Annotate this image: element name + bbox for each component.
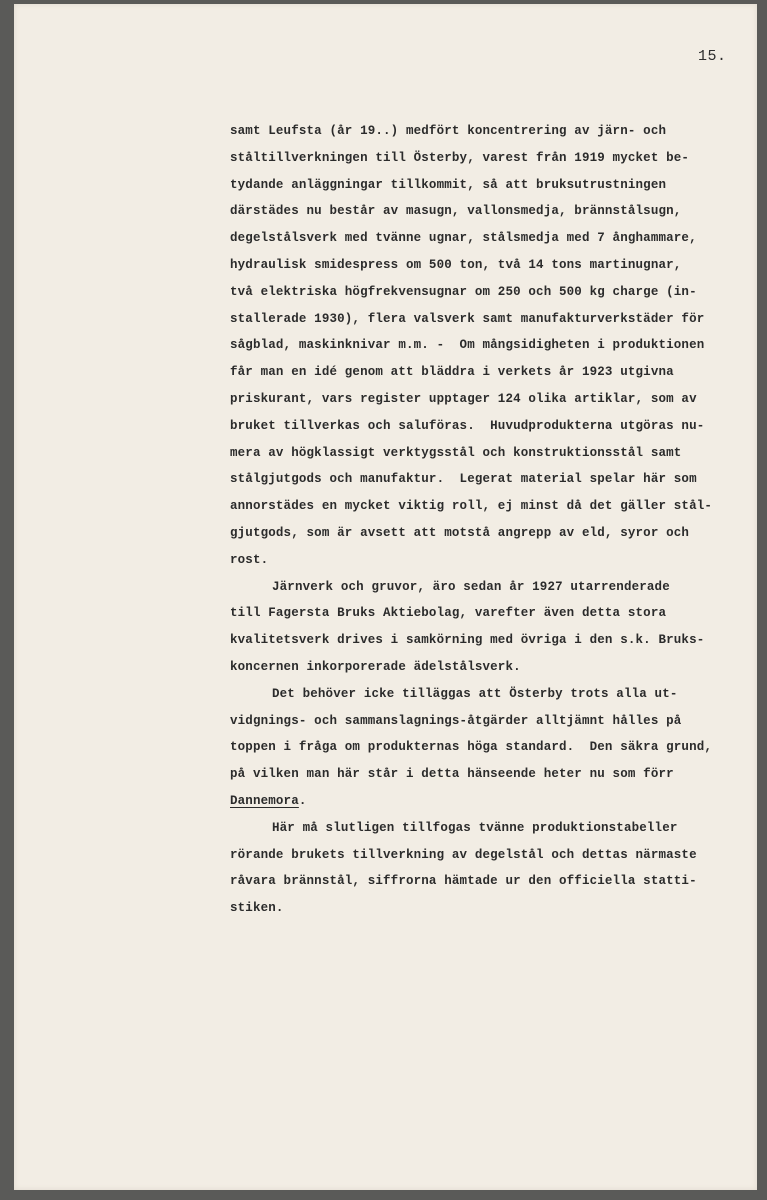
text-line: råvara brännstål, siffrorna hämtade ur den officiella statti-	[230, 874, 697, 889]
text-line: stallerade 1930), flera valsverk samt manufakturverkstäder för	[230, 311, 705, 326]
text-line: bruket tillverkas och saluföras. Huvudprodukterna utgöras nu-	[230, 418, 705, 433]
text-line: får man en idé genom att bläddra i verkets år 1923 utgivna	[230, 365, 674, 380]
text-line: därstädes nu består av masugn, vallonsmedja, brännstålsugn,	[230, 204, 682, 219]
text-line: tydande anläggningar tillkommit, så att bruksutrustningen	[230, 177, 667, 192]
text-line: samt Leufsta (år 19..) medfört koncentrering av järn- och	[230, 124, 667, 138]
text-line: till Fagersta Bruks Aktiebolag, varefter även detta stora	[230, 606, 667, 621]
underlined-word: Dannemora	[230, 793, 299, 808]
text-line: mera av högklassigt verktygsstål och konstruktionsstål samt	[230, 445, 682, 460]
text-line: degelstålsverk med tvänne ugnar, stålsmedja med 7 ånghammare,	[230, 231, 697, 246]
text-line: toppen i fråga om produkternas höga standard. Den säkra grund,	[230, 740, 713, 755]
document-page	[14, 4, 757, 1190]
text-line: rost.	[230, 552, 269, 567]
paragraph-start-line: Här må slutligen tillfogas tvänne produktionstabeller	[272, 820, 678, 835]
text-line	[230, 788, 755, 815]
text-line: stålgjutgods och manufaktur. Legerat material spelar här som	[230, 472, 697, 487]
text-line: stiken.	[230, 901, 284, 916]
text-line: rörande brukets tillverkning av degelstål och dettas närmaste	[230, 847, 697, 862]
page-number: 15.	[698, 48, 727, 65]
text-line: annorstädes en mycket viktig roll, ej minst då det gäller stål-	[230, 499, 713, 514]
sentence-period: .	[298, 793, 307, 808]
paragraph-start-line: Det behöver icke tilläggas att Österby trots alla ut-	[272, 686, 678, 701]
text-line: på vilken man här står i detta hänseende heter nu som förr	[230, 767, 674, 782]
text-line: sågblad, maskinknivar m.m. - Om mångsidigheten i produktionen	[230, 338, 705, 353]
text-line: kvalitetsverk drives i samkörning med övriga i den s.k. Bruks-	[230, 633, 705, 648]
text-line: ståltillverkningen till Österby, varest från 1919 mycket be-	[230, 150, 690, 165]
paragraph-start-line: Järnverk och gruvor, äro sedan år 1927 utarrenderade	[272, 579, 670, 594]
text-line: vidgnings- och sammanslagnings-åtgärder alltjämnt hålles på	[230, 713, 682, 728]
text-line: hydraulisk smidespress om 500 ton, två 14 tons martinugnar,	[230, 257, 682, 272]
text-line: koncernen inkorporerade ädelstålsverk.	[230, 659, 521, 674]
body-text	[230, 118, 755, 922]
text-line: gjutgods, som är avsett att motstå angrepp av eld, syror och	[230, 525, 690, 540]
text-line: priskurant, vars register upptager 124 olika artiklar, som av	[230, 391, 697, 406]
text-line: två elektriska högfrekvensugnar om 250 och 500 kg charge (in-	[230, 284, 697, 299]
